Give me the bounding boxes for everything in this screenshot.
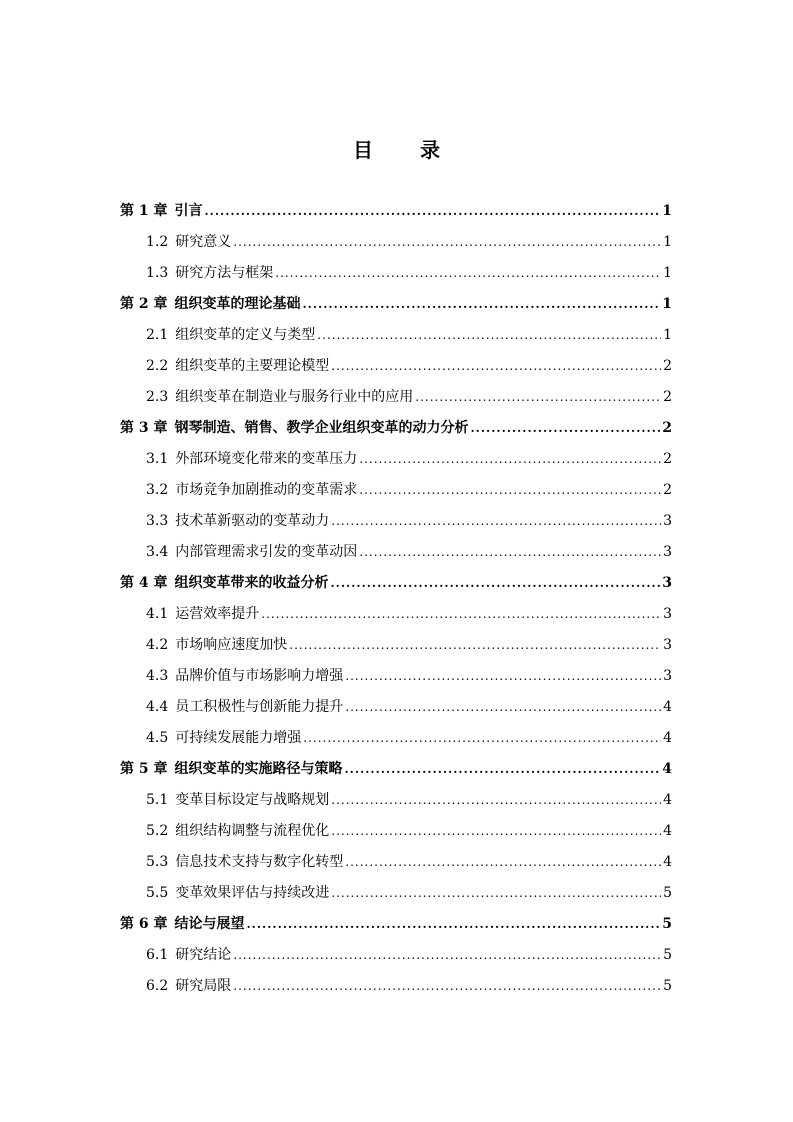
toc-page-number: 1 xyxy=(662,203,672,219)
toc-dot-leader xyxy=(345,847,661,878)
toc-entry-label xyxy=(146,382,413,413)
toc-entry-number: 第 3 章 xyxy=(120,420,168,436)
toc-page-number: 3 xyxy=(663,513,672,529)
toc-dot-leader xyxy=(331,568,661,599)
toc-section-entry[interactable] xyxy=(120,537,672,568)
toc-entry-label xyxy=(146,537,357,568)
toc-entry-label xyxy=(146,506,329,537)
toc-page-number: 3 xyxy=(663,606,672,622)
toc-entry-title: 组织变革的主要理论模型 xyxy=(175,358,330,374)
toc-chapter-entry[interactable] xyxy=(120,909,672,940)
toc-entry-title: 员工积极性与创新能力提升 xyxy=(175,699,344,715)
toc-section-entry[interactable] xyxy=(120,506,672,537)
toc-entry-title: 组织变革在制造业与服务行业中的应用 xyxy=(175,389,414,405)
toc-entry-title: 组织变革的定义与类型 xyxy=(175,327,316,343)
toc-entry-title: 技术革新驱动的变革动力 xyxy=(175,513,330,529)
toc-section-entry[interactable] xyxy=(120,599,672,630)
toc-page-number: 5 xyxy=(663,978,672,994)
toc-dot-leader xyxy=(331,785,661,816)
toc-dot-leader xyxy=(345,692,661,723)
toc-dot-leader xyxy=(303,723,661,754)
toc-entry-label xyxy=(146,878,329,909)
toc-entry-title: 组织变革的实施路径与策略 xyxy=(174,761,343,777)
toc-entry-number: 5.3 xyxy=(146,854,169,870)
toc-section-entry[interactable] xyxy=(120,785,672,816)
toc-dot-leader xyxy=(359,444,661,475)
page-title: 目 录 xyxy=(353,138,460,162)
toc-entry-number: 3.1 xyxy=(146,451,169,467)
toc-page-number: 1 xyxy=(663,327,672,343)
toc-entry-number: 第 5 章 xyxy=(120,761,168,777)
toc-entry-number: 4.1 xyxy=(146,606,169,622)
toc-dot-leader xyxy=(289,630,661,661)
toc-dot-leader xyxy=(233,227,661,258)
toc-entry-label xyxy=(146,661,343,692)
toc-page-number: 4 xyxy=(662,761,672,777)
toc-section-entry[interactable] xyxy=(120,971,672,1002)
toc-section-entry[interactable] xyxy=(120,630,672,661)
toc-entry-label xyxy=(120,196,203,227)
toc-entry-number: 5.5 xyxy=(146,885,169,901)
toc-section-entry[interactable] xyxy=(120,692,672,723)
toc-chapter-entry[interactable] xyxy=(120,568,672,599)
toc-entry-label xyxy=(146,227,231,258)
toc-page-number: 2 xyxy=(662,420,672,436)
toc-page-number: 4 xyxy=(663,792,672,808)
toc-entry-label xyxy=(146,630,287,661)
toc-page-number: 3 xyxy=(663,544,672,560)
toc-dot-leader xyxy=(359,537,661,568)
toc-section-entry[interactable] xyxy=(120,444,672,475)
toc-dot-leader xyxy=(331,816,661,847)
toc-entry-label xyxy=(120,568,329,599)
toc-entry-label xyxy=(146,847,343,878)
toc-entry-number: 第 4 章 xyxy=(120,575,168,591)
toc-entry-number: 4.3 xyxy=(146,668,169,684)
toc-entry-number: 1.3 xyxy=(146,265,169,281)
toc-entry-title: 变革效果评估与持续改进 xyxy=(175,885,330,901)
toc-section-entry[interactable] xyxy=(120,258,672,289)
toc-dot-leader xyxy=(345,661,661,692)
toc-section-entry[interactable] xyxy=(120,475,672,506)
toc-page-number: 4 xyxy=(663,854,672,870)
toc-section-entry[interactable] xyxy=(120,351,672,382)
toc-entry-title: 运营效率提升 xyxy=(175,606,260,622)
toc-entry-title: 研究结论 xyxy=(175,947,232,963)
toc-entry-label xyxy=(146,816,329,847)
toc-dot-leader xyxy=(471,413,661,444)
toc-entry-label xyxy=(146,320,315,351)
toc-entry-number: 2.2 xyxy=(146,358,169,374)
toc-entry-number: 第 1 章 xyxy=(120,203,168,219)
toc-entry-title: 可持续发展能力增强 xyxy=(175,730,302,746)
toc-entry-number: 2.3 xyxy=(146,389,169,405)
toc-entry-title: 组织变革带来的收益分析 xyxy=(174,575,329,591)
toc-entry-title: 组织变革的理论基础 xyxy=(174,296,301,312)
toc-entry-label xyxy=(146,785,329,816)
toc-chapter-entry[interactable] xyxy=(120,754,672,785)
toc-page-number: 3 xyxy=(662,575,672,591)
toc-entry-number: 5.2 xyxy=(146,823,169,839)
toc-entry-label xyxy=(146,599,259,630)
toc-entry-number: 1.2 xyxy=(146,234,169,250)
toc-entry-title: 市场竞争加剧推动的变革需求 xyxy=(175,482,358,498)
toc-dot-leader xyxy=(331,878,661,909)
toc-dot-leader xyxy=(205,196,661,227)
toc-entry-title: 信息技术支持与数字化转型 xyxy=(175,854,344,870)
toc-entry-label xyxy=(146,351,329,382)
toc-page-number: 4 xyxy=(663,699,672,715)
toc-section-entry[interactable] xyxy=(120,878,672,909)
toc-entry-number: 4.5 xyxy=(146,730,169,746)
toc-page-number: 1 xyxy=(663,234,672,250)
toc-section-entry[interactable] xyxy=(120,940,672,971)
toc-dot-leader xyxy=(317,320,661,351)
toc-entry-label xyxy=(146,258,273,289)
toc-dot-leader xyxy=(275,258,661,289)
toc-entry-label xyxy=(146,971,231,1002)
toc-chapter-entry[interactable] xyxy=(120,196,672,227)
toc-page-number: 4 xyxy=(663,823,672,839)
toc-dot-leader xyxy=(303,289,661,320)
toc-entry-number: 6.2 xyxy=(146,978,169,994)
toc-section-entry[interactable] xyxy=(120,723,672,754)
toc-entry-label xyxy=(120,289,301,320)
toc-section-entry[interactable] xyxy=(120,661,672,692)
table-of-contents xyxy=(120,196,672,1002)
toc-entry-label xyxy=(146,940,231,971)
toc-page-number: 1 xyxy=(662,296,672,312)
toc-entry-number: 3.3 xyxy=(146,513,169,529)
toc-page-number: 1 xyxy=(663,265,672,281)
toc-entry-label xyxy=(146,475,357,506)
toc-entry-number: 4.2 xyxy=(146,637,169,653)
toc-entry-title: 研究局限 xyxy=(175,978,232,994)
toc-entry-title: 变革目标设定与战略规划 xyxy=(175,792,330,808)
toc-entry-title: 品牌价值与市场影响力增强 xyxy=(175,668,344,684)
toc-page-number: 5 xyxy=(662,916,672,932)
toc-dot-leader xyxy=(247,909,661,940)
toc-entry-number: 6.1 xyxy=(146,947,169,963)
toc-entry-title: 市场响应速度加快 xyxy=(175,637,288,653)
toc-page-number: 3 xyxy=(663,668,672,684)
toc-dot-leader xyxy=(261,599,661,630)
toc-entry-title: 研究意义 xyxy=(175,234,232,250)
toc-entry-label xyxy=(146,692,343,723)
toc-section-entry[interactable] xyxy=(120,382,672,413)
toc-page-number: 5 xyxy=(663,947,672,963)
toc-section-entry[interactable] xyxy=(120,816,672,847)
toc-page-number: 5 xyxy=(663,885,672,901)
toc-entry-number: 第 2 章 xyxy=(120,296,168,312)
toc-entry-number: 3.2 xyxy=(146,482,169,498)
toc-dot-leader xyxy=(331,351,661,382)
toc-chapter-entry[interactable] xyxy=(120,413,672,444)
toc-entry-title: 引言 xyxy=(174,203,203,219)
toc-entry-number: 2.1 xyxy=(146,327,169,343)
toc-dot-leader xyxy=(345,754,661,785)
toc-page-number: 2 xyxy=(663,358,672,374)
toc-dot-leader xyxy=(233,971,661,1002)
toc-dot-leader xyxy=(233,940,661,971)
toc-page-number: 4 xyxy=(663,730,672,746)
toc-chapter-entry[interactable] xyxy=(120,289,672,320)
toc-dot-leader xyxy=(415,382,661,413)
toc-entry-label xyxy=(146,723,301,754)
toc-entry-number: 第 6 章 xyxy=(120,916,168,932)
toc-page-number: 3 xyxy=(663,637,672,653)
toc-page-number: 2 xyxy=(663,482,672,498)
toc-dot-leader xyxy=(331,506,661,537)
toc-entry-label xyxy=(120,413,469,444)
toc-section-entry[interactable] xyxy=(120,320,672,351)
toc-entry-title: 组织结构调整与流程优化 xyxy=(175,823,330,839)
toc-entry-number: 5.1 xyxy=(146,792,169,808)
toc-entry-title: 结论与展望 xyxy=(174,916,245,932)
toc-entry-title: 钢琴制造、销售、教学企业组织变革的动力分析 xyxy=(174,420,469,436)
toc-page-number: 2 xyxy=(663,451,672,467)
toc-section-entry[interactable] xyxy=(120,227,672,258)
toc-entry-label xyxy=(120,909,245,940)
toc-entry-title: 内部管理需求引发的变革动因 xyxy=(175,544,358,560)
toc-page-number: 2 xyxy=(663,389,672,405)
toc-entry-label xyxy=(120,754,343,785)
toc-entry-number: 3.4 xyxy=(146,544,169,560)
toc-dot-leader xyxy=(359,475,661,506)
toc-entry-title: 外部环境变化带来的变革压力 xyxy=(175,451,358,467)
toc-entry-number: 4.4 xyxy=(146,699,169,715)
toc-entry-label xyxy=(146,444,357,475)
toc-section-entry[interactable] xyxy=(120,847,672,878)
toc-entry-title: 研究方法与框架 xyxy=(175,265,274,281)
